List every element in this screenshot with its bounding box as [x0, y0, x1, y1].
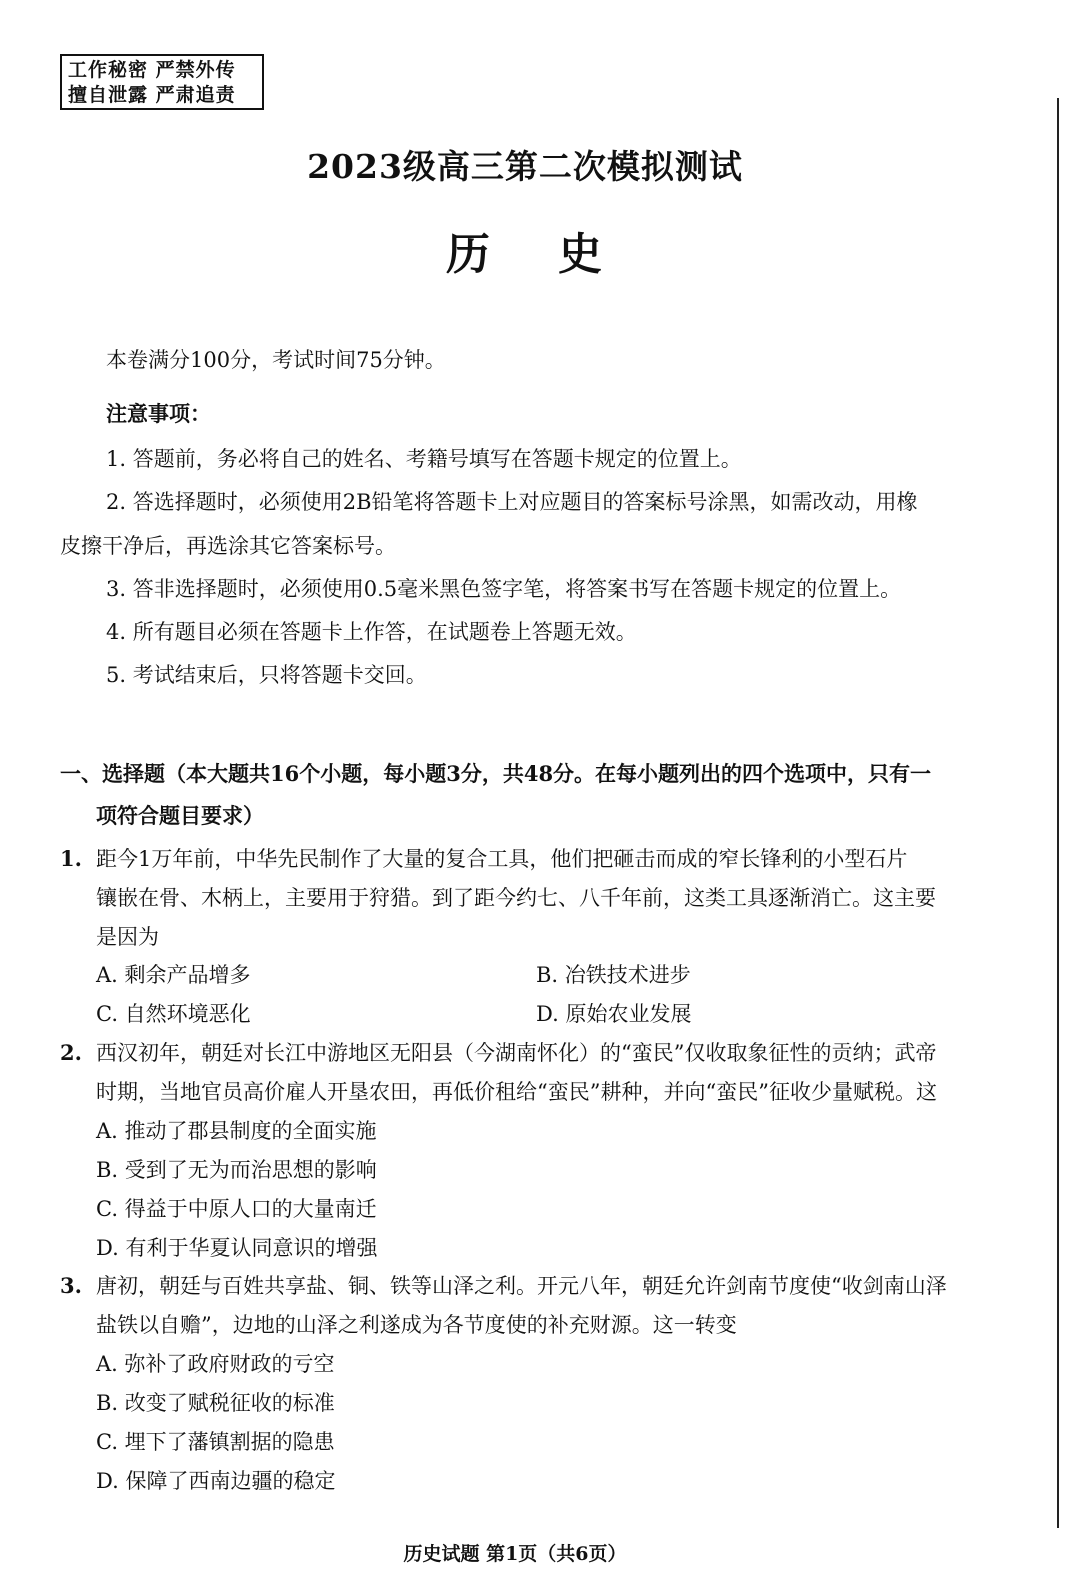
exam-intro: 本卷满分100分，考试时间75分钟。	[106, 348, 446, 372]
question-3-stem-line-2: 盐铁以自赡”，边地的山泽之利遂成为各节度使的补充财源。这一转变	[96, 1313, 737, 1337]
question-1-stem-line-1: 距今1万年前，中华先民制作了大量的复合工具，他们把砸击而成的窄长锋利的小型石片	[96, 847, 908, 871]
question-1-option-a: A. 剩余产品增多	[96, 963, 251, 987]
question-2-stem-line-2: 时期，当地官员高价雇人开垦农田，再低价租给“蛮民”耕种，并向“蛮民”征收少量赋税。这	[96, 1080, 937, 1104]
question-1-stem-line-3: 是因为	[96, 925, 159, 949]
subject-title	[0, 226, 1050, 284]
question-1-option-b: B. 冶铁技术进步	[536, 963, 691, 987]
note-item-4: 4. 所有题目必须在答题卡上作答，在试题卷上答题无效。	[106, 620, 637, 644]
note-item-5: 5. 考试结束后，只将答题卡交回。	[106, 663, 427, 687]
question-1-option-d: D. 原始农业发展	[536, 1002, 692, 1026]
confidential-line-1: 工作秘密 严禁外传	[68, 59, 236, 81]
question-1-option-c: C. 自然环境恶化	[96, 1002, 251, 1026]
question-2-option-b: B. 受到了无为而治思想的影响	[96, 1158, 377, 1182]
question-2-option-a: A. 推动了郡县制度的全面实施	[96, 1119, 377, 1143]
question-number: 1.	[60, 846, 82, 871]
note-item-2-line-2: 皮擦干净后，再选涂其它答案标号。	[60, 534, 396, 558]
question-3-option-c: C. 埋下了藩镇割据的隐患	[96, 1430, 335, 1454]
question-3-option-b: B. 改变了赋税征收的标准	[96, 1391, 335, 1415]
page-footer: 历史试题 第1页（共6页）	[403, 1543, 627, 1565]
subject-char-2: 史	[558, 229, 604, 280]
subject-char-1: 历	[446, 229, 492, 280]
question-2-stem-line-1: 西汉初年，朝廷对长江中游地区无阳县（今湖南怀化）的“蛮民”仅收取象征性的贡纳；武帝	[96, 1041, 937, 1065]
section-heading-line-1: 一、选择题（本大题共16个小题，每小题3分，共48分。在每小题列出的四个选项中，只有一	[60, 761, 932, 786]
question-number: 2.	[60, 1040, 82, 1065]
confidential-stamp	[60, 54, 264, 110]
note-item-1: 1. 答题前，务必将自己的姓名、考籍号填写在答题卡规定的位置上。	[106, 447, 742, 471]
question-1-stem-line-2: 镶嵌在骨、木柄上，主要用于狩猎。到了距今约七、八千年前，这类工具逐渐消亡。这主要	[96, 886, 936, 910]
question-3-stem-line-1: 唐初，朝廷与百姓共享盐、铜、铁等山泽之利。开元八年，朝廷允许剑南节度使“收剑南山泽	[96, 1274, 947, 1298]
question-3-option-a: A. 弥补了政府财政的亏空	[96, 1352, 335, 1376]
question-2-option-c: C. 得益于中原人口的大量南迁	[96, 1197, 377, 1221]
note-item-3: 3. 答非选择题时，必须使用0.5毫米黑色签字笔，将答案书写在答题卡规定的位置上。	[106, 577, 902, 601]
question-2-option-d: D. 有利于华夏认同意识的增强	[96, 1236, 378, 1260]
binding-margin-rule	[1057, 98, 1059, 1528]
confidential-line-2: 擅自泄露 严肃追责	[68, 84, 236, 106]
exam-title: 2023级高三第二次模拟测试	[307, 147, 743, 186]
section-heading-line-2: 项符合题目要求）	[96, 803, 264, 828]
note-item-2-line-1: 2. 答选择题时，必须使用2B铅笔将答题卡上对应题目的答案标号涂黑，如需改动，用橡	[106, 490, 918, 514]
question-3-option-d: D. 保障了西南边疆的稳定	[96, 1469, 336, 1493]
notes-heading: 注意事项：	[106, 401, 211, 426]
question-number: 3.	[60, 1273, 82, 1298]
